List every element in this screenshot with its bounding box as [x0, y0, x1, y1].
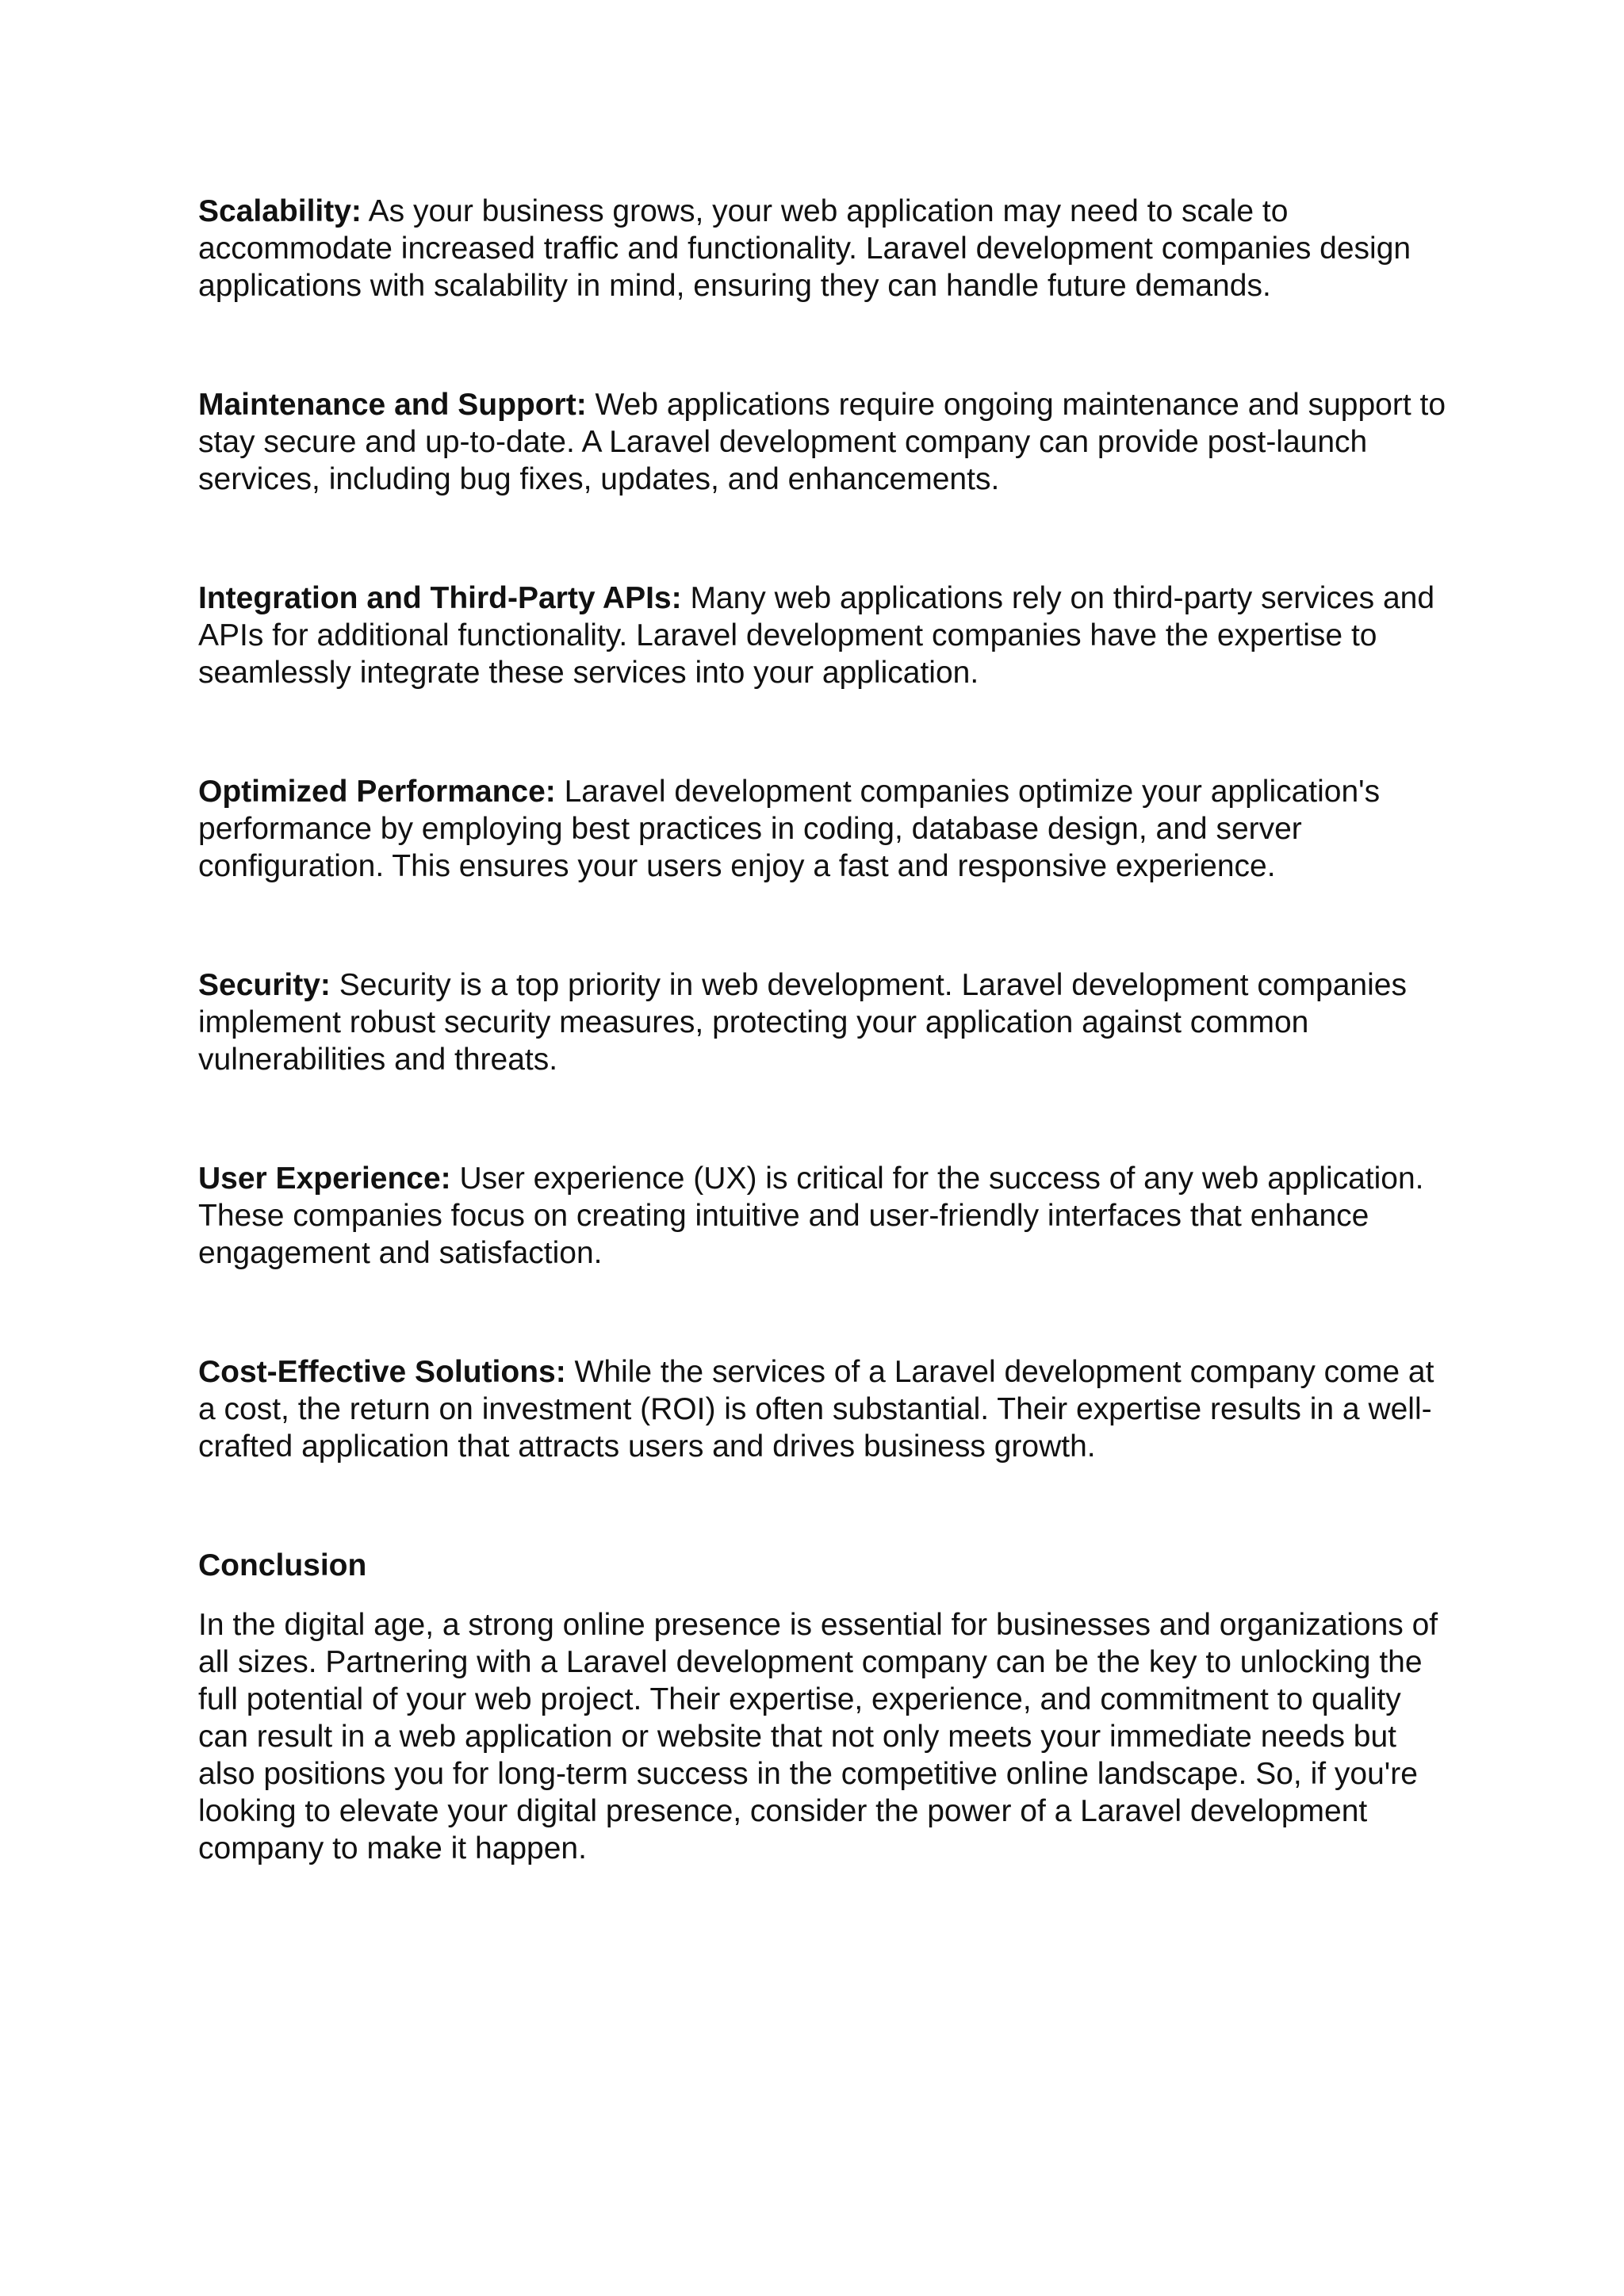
paragraph-text: Web applications require ongoing maintenance and support to stay secure and up-to-date. A Laravel development company can provide post-launch services, including bug fixes, updates, and enhancements.: [198, 388, 1446, 496]
conclusion-paragraph: In the digital age, a strong online presence is essential for businesses and organizations of all sizes. Partnering with a Laravel development company can be the key to unlocking the full potential of your web project. Their expertise, experience, and commitment to quality can result in a web application or website that not only meets your immediate needs but also positions you for long-term success in the competitive online landscape. So, if you're looking to elevate your digital presence, consider the power of a Laravel development company to make it happen.: [198, 1608, 1438, 1866]
paragraph-text: Many web applications rely on third-party services and APIs for additional functionality. Laravel development companies have the expertise to seamlessly integrate these services into your application.: [198, 581, 1435, 690]
conclusion-heading: Conclusion: [198, 1548, 367, 1582]
paragraph-text: While the services of a Laravel development company come at a cost, the return on investment (ROI) is often substantial. Their expertise results in a well-crafted application that attracts users and drives business growth.: [198, 1355, 1434, 1464]
paragraph-text: Security is a top priority in web development. Laravel development companies implement robust security measures, protecting your application against common vulnerabilities and threats.: [198, 968, 1407, 1077]
paragraph-text: As your business grows, your web application may need to scale to accommodate increased traffic and functionality. Laravel development companies design applications with scalability in mind, ensuring they can handle future demands.: [198, 194, 1411, 303]
paragraph-lead: Scalability:: [198, 194, 362, 228]
paragraph-security: [198, 966, 1459, 1078]
paragraph-lead: User Experience:: [198, 1161, 451, 1196]
document-body: [198, 193, 1459, 1867]
paragraph-lead: Integration and Third-Party APIs:: [198, 581, 682, 615]
paragraph-user-experience: [198, 1160, 1459, 1272]
paragraph-text: Laravel development companies optimize your application's performance by employing best practices in coding, database design, and server configuration. This ensures your users enjoy a fast and responsive experience.: [198, 775, 1381, 883]
paragraph-maintenance-support: [198, 386, 1459, 498]
paragraph-lead: Security:: [198, 968, 331, 1002]
paragraph-cost-effective: [198, 1353, 1459, 1465]
paragraph-scalability: [198, 193, 1459, 304]
paragraph-optimized-performance: [198, 773, 1459, 885]
paragraph-integration-apis: [198, 580, 1459, 691]
paragraph-lead: Maintenance and Support:: [198, 388, 587, 422]
paragraph-lead: Optimized Performance:: [198, 775, 556, 809]
paragraph-lead: Cost-Effective Solutions:: [198, 1355, 566, 1389]
paragraph-text: User experience (UX) is critical for the success of any web application. These companies focus on creating intuitive and user-friendly interfaces that enhance engagement and satisfaction.: [198, 1161, 1424, 1270]
